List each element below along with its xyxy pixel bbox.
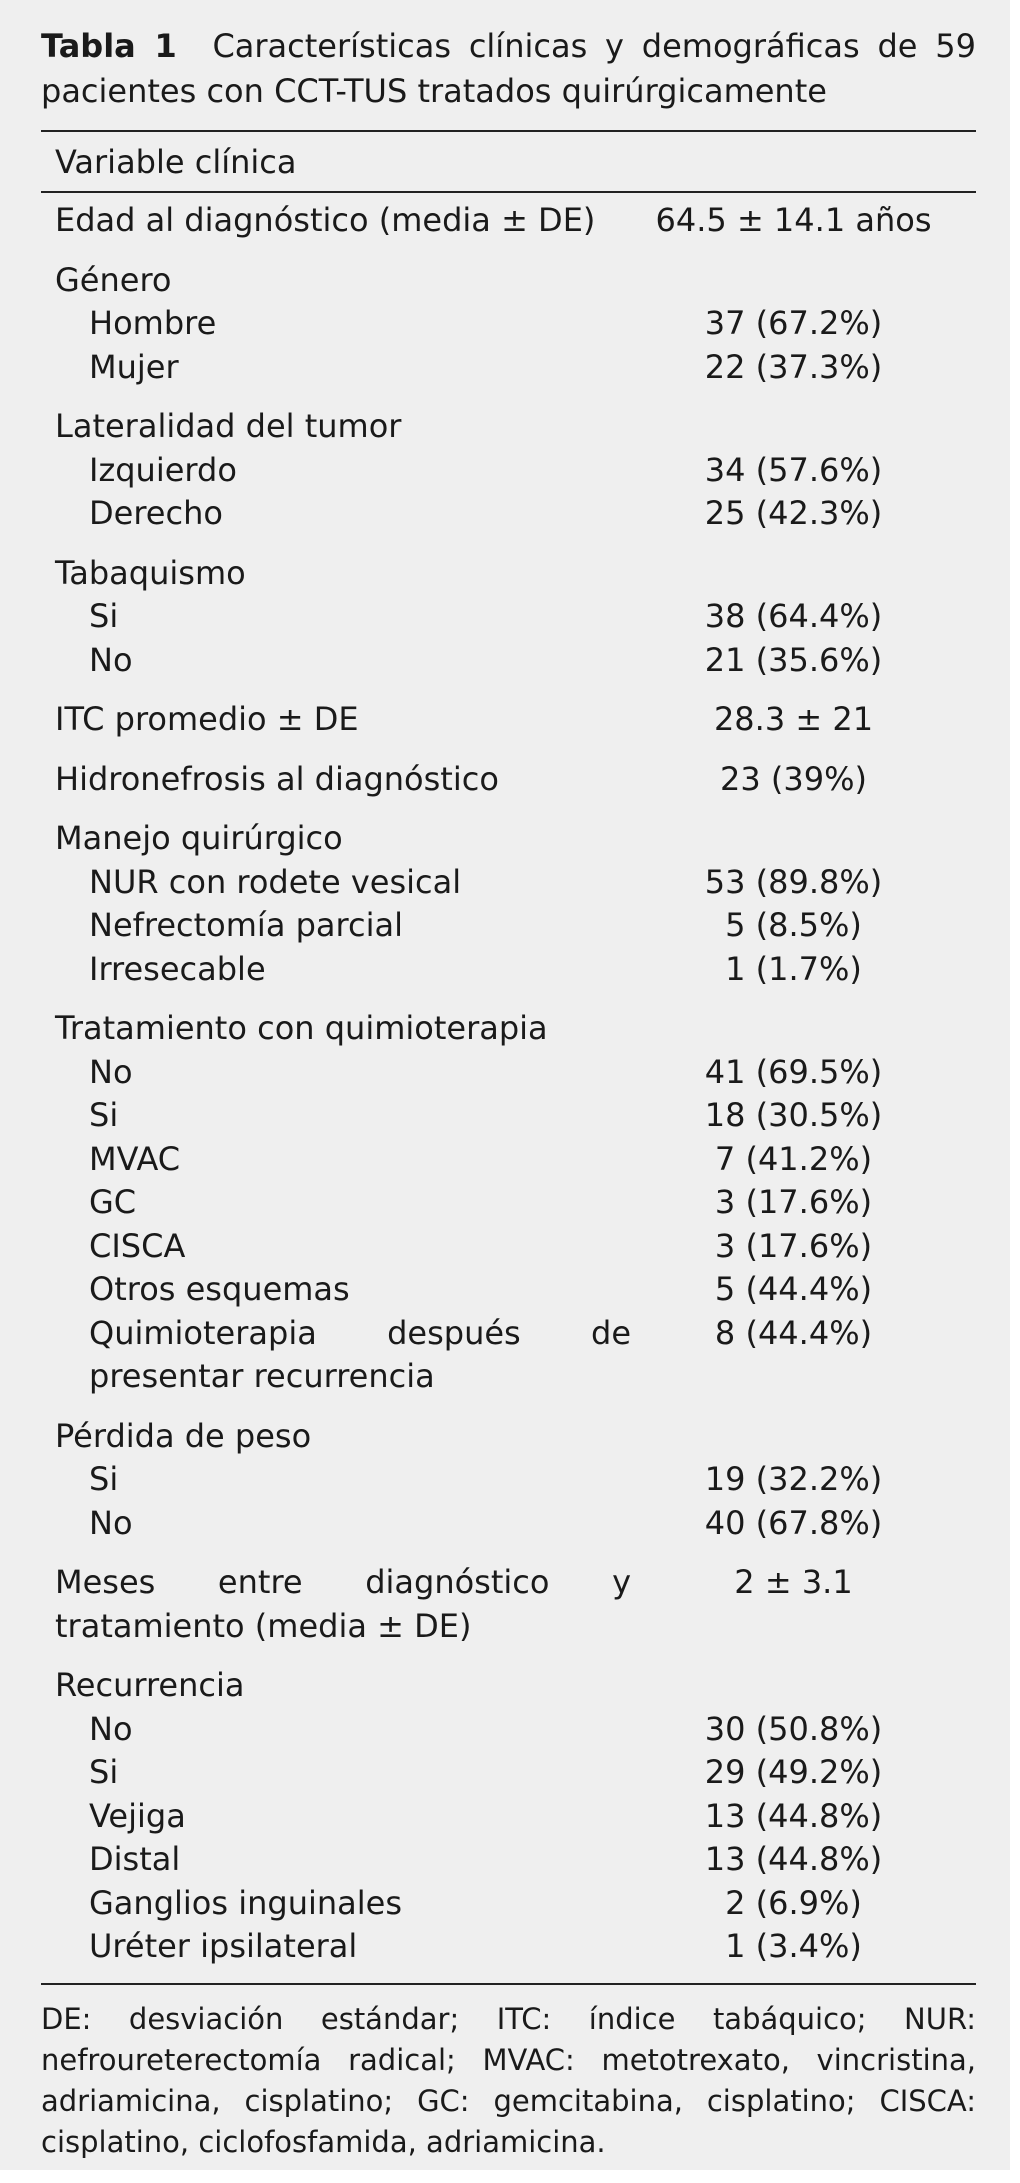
table-row (41, 948, 976, 992)
table-row (41, 405, 976, 449)
table-row (41, 861, 976, 905)
table-row (41, 449, 976, 493)
row-label: MVAC (89, 1139, 181, 1178)
row-label: Edad al diagnóstico (media ± DE) (55, 201, 596, 239)
row-label: Izquierdo (89, 450, 237, 489)
table-row (41, 639, 976, 683)
table-row (41, 199, 976, 243)
row-label: Quimioterapia después de presentar recurrencia (89, 1313, 631, 1395)
row-label: Vejiga (89, 1796, 186, 1835)
table-title: Características clínicas y demográficas de 59 pacientes con CCT-TUS tratados quirúrgicamente (41, 27, 977, 110)
row-label: Recurrencia (55, 1666, 245, 1704)
row-label: Irresecable (89, 949, 266, 988)
table-row (41, 1708, 976, 1752)
row-label: Si (89, 597, 119, 635)
table-row (41, 1458, 976, 1502)
table-row (41, 595, 976, 639)
table-row (41, 1751, 976, 1795)
column-header: Variable clínica (55, 143, 297, 181)
table-footnote: DE: desviación estándar; ITC: índice tabáquico; NUR: nefroureterectomía radical; MVAC: metotrexato, vincristina, adriamicina, cisplatino; GC: gemcitabina, cisplatino; CISCA: cisplatino, ciclofosfamida, adriamicina. (41, 2001, 976, 2159)
row-value: 37 (67.2%) (704, 304, 883, 342)
row-value: 13 (44.8%) (704, 1796, 883, 1835)
row-value: 7 (41.2%) (714, 1139, 873, 1178)
table-row (41, 1094, 976, 1138)
table-row (41, 1561, 976, 1648)
row-value: 30 (50.8%) (704, 1709, 883, 1748)
row-label: Otros esquemas (89, 1270, 350, 1308)
row-label: Meses entre diagnóstico y tratamiento (media ± DE) (55, 1563, 631, 1645)
row-value (651, 405, 976, 449)
row-label: Si (89, 1460, 119, 1498)
row-value: 3 (17.6%) (714, 1183, 873, 1221)
row-label: Hombre (89, 304, 217, 342)
row-value (651, 1664, 976, 1708)
row-label: Mujer (89, 347, 179, 386)
table-caption (41, 24, 976, 114)
row-value: 22 (37.3%) (704, 347, 883, 386)
row-value: 1 (1.7%) (725, 949, 862, 988)
table-row (41, 698, 976, 742)
row-label: GC (89, 1183, 137, 1221)
table-row (41, 259, 976, 303)
table-row (41, 1051, 976, 1095)
table-body (41, 193, 976, 1969)
row-label: Ganglios inguinales (89, 1883, 402, 1922)
table-row (41, 1268, 976, 1312)
row-value: 2 (6.9%) (725, 1883, 862, 1922)
row-value: 2 ± 3.1 (734, 1563, 853, 1601)
row-value (651, 259, 976, 303)
table-row (41, 1925, 976, 1969)
table-number: Tabla 1 (41, 27, 177, 65)
table-row (41, 904, 976, 948)
row-label: ITC promedio ± DE (55, 700, 359, 738)
row-value: 13 (44.8%) (704, 1840, 883, 1878)
table-row (41, 1007, 976, 1051)
table-row (41, 1312, 976, 1399)
row-value: 5 (8.5%) (725, 906, 862, 944)
row-value (651, 817, 976, 861)
row-label: Derecho (89, 494, 223, 532)
row-label: No (89, 1503, 133, 1542)
bottom-rule (41, 1983, 976, 1985)
row-label: No (89, 1709, 133, 1748)
row-value: 28.3 ± 21 (713, 700, 874, 738)
row-label: Tabaquismo (55, 553, 246, 592)
row-value (651, 552, 976, 596)
row-label: Género (55, 260, 172, 299)
table-row (41, 492, 976, 536)
row-value: 3 (17.6%) (714, 1226, 873, 1265)
table-row (41, 1415, 976, 1459)
row-value: 18 (30.5%) (704, 1096, 883, 1134)
table-row (41, 1664, 976, 1708)
table-row (41, 1502, 976, 1546)
row-label: No (89, 1052, 133, 1091)
row-label: Uréter ipsilateral (89, 1927, 358, 1965)
row-value: 25 (42.3%) (704, 494, 883, 532)
row-value: 40 (67.8%) (704, 1503, 883, 1542)
row-value: 64.5 ± 14.1 años (655, 201, 932, 239)
table-row (41, 346, 976, 390)
row-value: 38 (64.4%) (704, 597, 883, 635)
table-row (41, 1882, 976, 1926)
row-value (651, 1007, 976, 1051)
row-value: 53 (89.8%) (704, 862, 883, 901)
table-row (41, 302, 976, 346)
row-value: 1 (3.4%) (725, 1927, 862, 1965)
row-label: Hidronefrosis al diagnóstico (55, 759, 499, 798)
row-label: Tratamiento con quimioterapia (55, 1009, 548, 1047)
row-label: Distal (89, 1840, 181, 1878)
row-label: Si (89, 1096, 119, 1134)
row-label: Manejo quirúrgico (55, 819, 343, 857)
row-value: 23 (39%) (720, 759, 867, 798)
row-value: 41 (69.5%) (704, 1052, 883, 1091)
row-label: Pérdida de peso (55, 1416, 312, 1455)
table-row (41, 1795, 976, 1839)
row-label: Si (89, 1753, 119, 1791)
table-row (41, 1838, 976, 1882)
table-row (41, 1225, 976, 1269)
table-row (41, 1138, 976, 1182)
table-row (41, 552, 976, 596)
row-value: 19 (32.2%) (704, 1460, 883, 1498)
table-row (41, 1181, 976, 1225)
row-value: 8 (44.4%) (714, 1313, 873, 1352)
row-label: No (89, 640, 133, 679)
row-value (651, 1415, 976, 1459)
row-value: 21 (35.6%) (704, 640, 883, 679)
table-row (41, 817, 976, 861)
row-label: CISCA (89, 1226, 186, 1265)
row-label: NUR con rodete vesical (89, 862, 462, 901)
row-value: 29 (49.2%) (704, 1753, 883, 1791)
row-value: 5 (44.4%) (714, 1270, 873, 1308)
row-label: Lateralidad del tumor (55, 407, 402, 445)
table-row (41, 758, 976, 802)
row-label: Nefrectomía parcial (89, 906, 403, 944)
row-value: 34 (57.6%) (704, 450, 883, 489)
